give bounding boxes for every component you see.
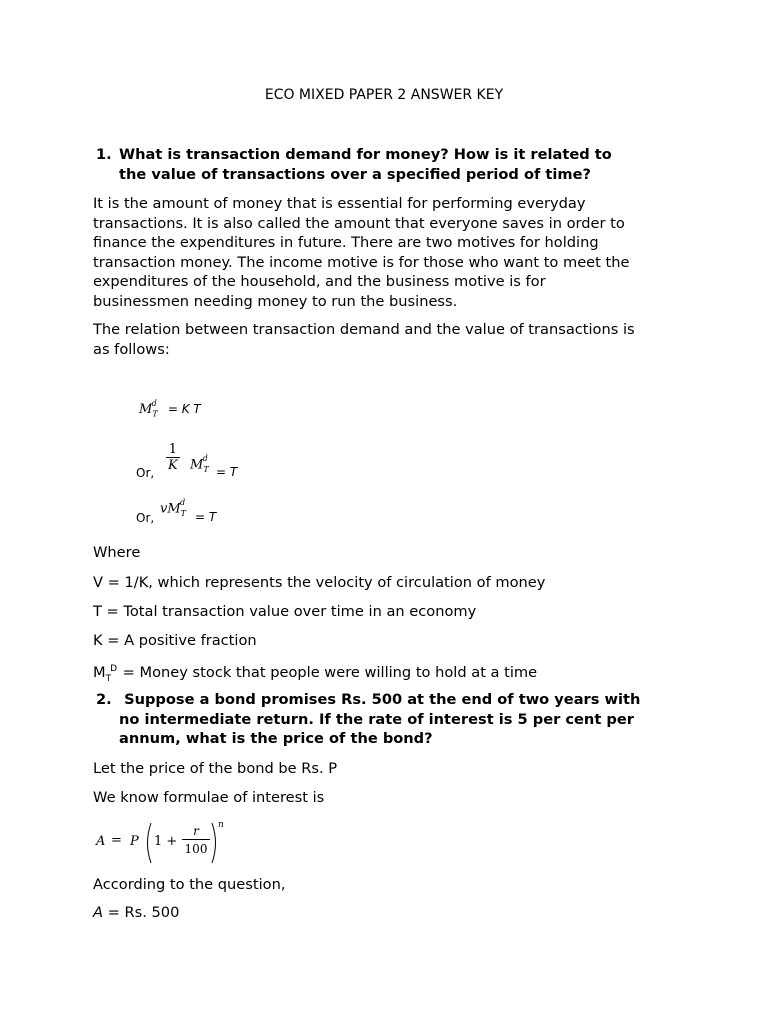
fraction-denominator: 100: [184, 842, 208, 856]
question-line: the value of transactions over a specified period of time?: [119, 165, 591, 183]
question-1: [96, 145, 686, 184]
text-line: The relation between transaction demand and the value of transactions is: [93, 321, 635, 338]
fraction-numerator: 1: [166, 442, 180, 458]
question-2: [96, 690, 686, 749]
formula-equals: =: [111, 833, 122, 848]
equation-rhs: = K T: [167, 402, 201, 416]
equation-prefix: Or,: [136, 466, 155, 480]
answer-paragraph-1: [93, 194, 683, 311]
interest-formula: [96, 820, 236, 866]
equation-prefix: Or,: [136, 511, 155, 525]
definition-m-text: = Money stock that people were willing to hold at a time: [118, 663, 538, 681]
equation-1: [139, 398, 201, 419]
text-line: It is the amount of money that is essential for performing everyday: [93, 195, 586, 212]
text-line: expenditures of the household, and the business motive is for: [93, 273, 546, 290]
document-title: ECO MIXED PAPER 2 ANSWER KEY: [264, 87, 504, 103]
question-number: 2.: [96, 691, 112, 708]
formula-exponent: n: [218, 820, 224, 830]
question-number: 1.: [96, 146, 112, 163]
question-line: no intermediate return. If the rate of interest is 5 per cent per: [119, 710, 634, 728]
money-demand-symbol: $M_T^d$: [139, 398, 158, 419]
definition-m: $M_T^D$ = Money stock that people were willing to hold at a time: [93, 663, 538, 684]
amount-value: = Rs. 500: [102, 904, 180, 921]
answer-paragraph-2: [93, 320, 683, 359]
answer-2-line-3: According to the question,: [93, 876, 286, 893]
m-superscript: D: [110, 664, 118, 674]
equation-rhs: = T: [195, 510, 217, 524]
formula-a: A: [96, 834, 106, 849]
definition-t: T = Total transaction value over time in an economy: [93, 603, 477, 620]
answer-2-line-1: Let the price of the bond be Rs. P: [93, 760, 338, 777]
amount-variable: A: [93, 904, 103, 921]
fraction: [166, 442, 180, 473]
where-label: Where: [93, 544, 141, 561]
text-line: transactions. It is also called the amount that everyone saves in order to: [93, 214, 625, 232]
m-subscript: T: [105, 673, 112, 684]
definition-v: V = 1/K, which represents the velocity of circulation of money: [93, 574, 546, 591]
fraction: [182, 823, 210, 858]
text-line: transaction money. The income motive is for those who want to meet the: [93, 253, 630, 271]
velocity-money-demand-symbol: $vM_T^d$: [160, 498, 186, 518]
question-line: What is transaction demand for money? How is it related to: [119, 146, 612, 163]
text-line: finance the expenditures in future. There are two motives for holding: [93, 234, 599, 251]
text-line: as follows:: [93, 340, 170, 358]
formula-one-plus: 1 +: [154, 834, 178, 849]
text-line: businessmen needing money to run the business.: [93, 292, 458, 310]
answer-2-line-4: [93, 903, 683, 923]
money-demand-symbol: $M_T^d$: [190, 454, 209, 474]
question-line: Suppose a bond promises Rs. 500 at the end of two years with: [119, 691, 641, 708]
question-line: annum, what is the price of the bond?: [119, 730, 433, 747]
fraction-numerator: r: [182, 823, 210, 840]
definition-k: K = A positive fraction: [93, 632, 257, 649]
answer-2-line-2: We know formulae of interest is: [93, 789, 325, 806]
formula-p: P: [130, 834, 139, 849]
equation-rhs: = T: [216, 465, 238, 479]
left-paren-icon: [143, 822, 153, 864]
fraction-denominator: K: [168, 458, 178, 473]
